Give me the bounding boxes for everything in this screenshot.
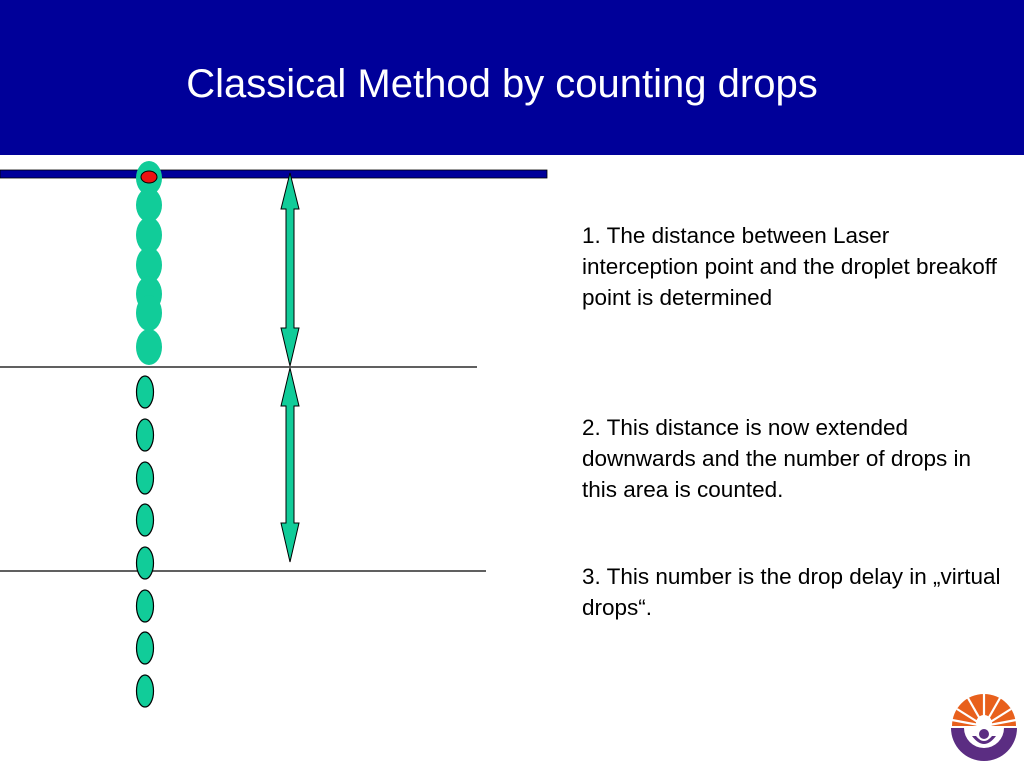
stream-drop (136, 295, 162, 331)
free-drop (137, 547, 154, 579)
free-drop (137, 376, 154, 408)
free-drop (137, 675, 154, 707)
step-3-text: 3. This number is the drop delay in „virtual drops“. (582, 564, 1001, 620)
institution-logo-icon (948, 690, 1020, 762)
step-1-text: 1. The distance between Laser interception point and the droplet breakoff point is determined (582, 223, 997, 310)
free-drop (137, 590, 154, 622)
stream-drop (136, 188, 162, 222)
free-drop (137, 419, 154, 451)
free-drop (137, 632, 154, 664)
attached-stream (136, 161, 162, 365)
laser-point-icon (141, 171, 157, 183)
slide-title: Classical Method by counting drops (186, 62, 818, 106)
step-2-text: 2. This distance is now extended downwards and the number of drops in this area is counted. (582, 415, 971, 502)
lower-distance-arrow (281, 368, 299, 562)
upper-distance-arrow (281, 173, 299, 366)
stream-drop (136, 329, 162, 365)
free-drops (137, 376, 154, 707)
free-drop (137, 504, 154, 536)
laser-line (0, 170, 547, 178)
free-drop (137, 462, 154, 494)
